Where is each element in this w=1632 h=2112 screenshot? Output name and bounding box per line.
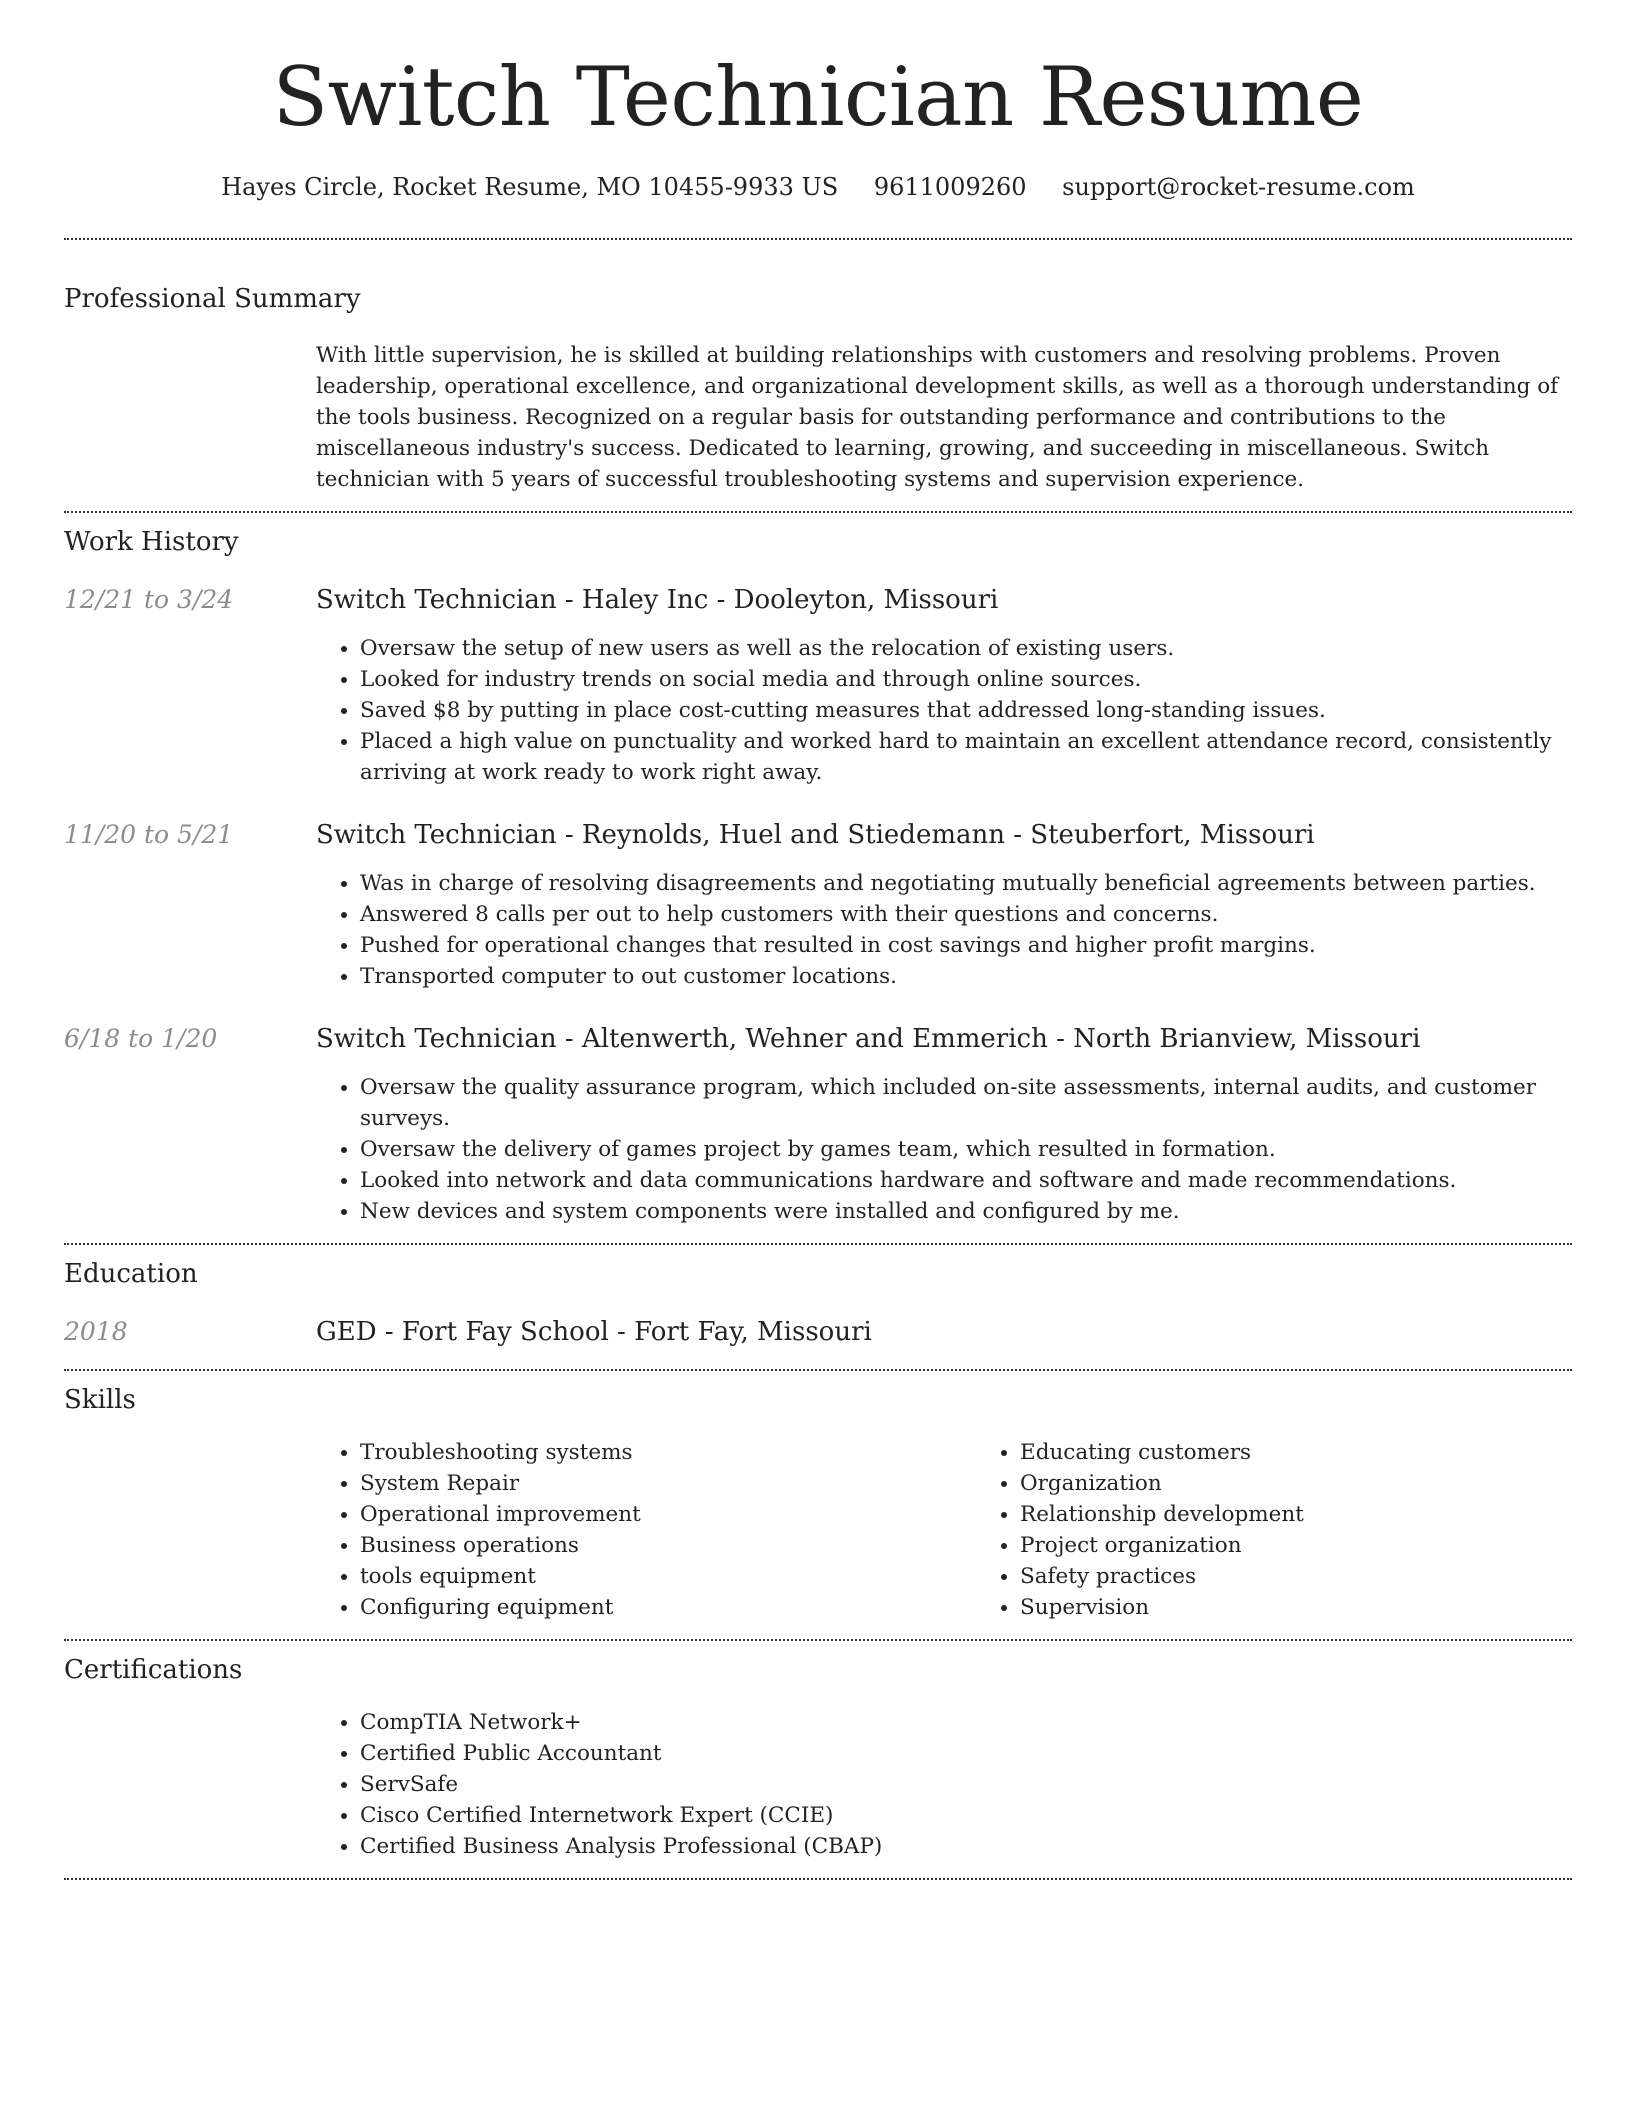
divider bbox=[64, 1878, 1572, 1880]
summary-row bbox=[64, 340, 1572, 495]
certifications-list bbox=[316, 1707, 1572, 1862]
job-entry bbox=[64, 585, 1572, 788]
skill-item: • Educating customers bbox=[1020, 1437, 1632, 1468]
skills-list-right bbox=[976, 1437, 1632, 1623]
job-title: Switch Technician - Haley Inc - Dooleyton, Missouri bbox=[316, 584, 999, 615]
certification-item: • ServSafe bbox=[360, 1769, 1572, 1800]
skill-item: • System Repair bbox=[360, 1468, 976, 1499]
divider bbox=[64, 1639, 1572, 1641]
job-title: Switch Technician - Reynolds, Huel and Stiedemann - Steuberfort, Missouri bbox=[316, 819, 1315, 850]
contact-address: Hayes Circle, Rocket Resume, MO 10455-9933 US bbox=[221, 173, 839, 201]
skill-item: • tools equipment bbox=[360, 1561, 976, 1592]
education-entry bbox=[64, 1317, 1572, 1348]
job-bullet: • Looked into network and data communications hardware and software and made recommendations. bbox=[360, 1165, 1572, 1196]
skill-item: • Supervision bbox=[1020, 1592, 1632, 1623]
job-bullets bbox=[316, 1072, 1572, 1227]
job-bullet: • Answered 8 calls per out to help customers with their questions and concerns. bbox=[360, 899, 1572, 930]
job-bullets bbox=[316, 633, 1572, 788]
skill-item: • Operational improvement bbox=[360, 1499, 976, 1530]
divider bbox=[64, 1369, 1572, 1371]
certifications-heading: Certifications bbox=[64, 1654, 243, 1685]
certification-item: • Certified Public Accountant bbox=[360, 1738, 1572, 1769]
skill-item: • Business operations bbox=[360, 1530, 976, 1561]
job-dates: 11/20 to 5/21 bbox=[64, 819, 234, 849]
summary-heading: Professional Summary bbox=[64, 283, 361, 314]
job-dates: 12/21 to 3/24 bbox=[64, 584, 234, 614]
job-bullets bbox=[316, 868, 1572, 992]
job-bullet: • Oversaw the setup of new users as well as the relocation of existing users. bbox=[360, 633, 1572, 664]
skill-item: • Organization bbox=[1020, 1468, 1632, 1499]
resume-page bbox=[64, 0, 1572, 1880]
education-heading: Education bbox=[64, 1259, 198, 1290]
resume-title: Switch Technician Resume bbox=[272, 51, 1364, 145]
certification-item: • Certified Business Analysis Professional (CBAP) bbox=[360, 1831, 1572, 1862]
contact-line bbox=[64, 173, 1572, 202]
job-bullet: • Oversaw the quality assurance program, which included on-site assessments, internal audits, and customer surveys. bbox=[360, 1072, 1572, 1134]
skill-item: • Troubleshooting systems bbox=[360, 1437, 976, 1468]
job-bullet: • Looked for industry trends on social media and through online sources. bbox=[360, 664, 1572, 695]
job-entry bbox=[64, 1024, 1572, 1227]
job-dates: 6/18 to 1/20 bbox=[64, 1024, 218, 1054]
certification-item: • CompTIA Network+ bbox=[360, 1707, 1572, 1738]
divider bbox=[64, 1243, 1572, 1245]
job-bullet: • New devices and system components were installed and configured by me. bbox=[360, 1196, 1572, 1227]
contact-email: support@rocket-resume.com bbox=[1062, 173, 1415, 201]
job-title: Switch Technician - Altenwerth, Wehner and Emmerich - North Brianview, Missouri bbox=[316, 1024, 1421, 1055]
job-bullet: • Transported computer to out customer locations. bbox=[360, 961, 1572, 992]
skills-heading: Skills bbox=[64, 1384, 136, 1415]
work-history-heading: Work History bbox=[64, 526, 239, 557]
contact-phone: 9611009260 bbox=[873, 173, 1027, 201]
skill-item: • Configuring equipment bbox=[360, 1592, 976, 1623]
job-bullet: • Oversaw the delivery of games project by games team, which resulted in formation. bbox=[360, 1134, 1572, 1165]
skill-item: • Project organization bbox=[1020, 1530, 1632, 1561]
skill-item: • Relationship development bbox=[1020, 1499, 1632, 1530]
skills-list-left bbox=[316, 1437, 976, 1623]
certifications-row bbox=[64, 1707, 1572, 1862]
divider bbox=[64, 238, 1572, 240]
education-year: 2018 bbox=[64, 1317, 128, 1347]
certification-item: • Cisco Certified Internetwork Expert (CCIE) bbox=[360, 1800, 1572, 1831]
job-bullet: • Placed a high value on punctuality and worked hard to maintain an excellent attendance record, consistently arriving at work ready to work right away. bbox=[360, 726, 1572, 788]
skill-item: • Safety practices bbox=[1020, 1561, 1632, 1592]
summary-text: With little supervision, he is skilled at building relationships with customers and resolving problems. Proven leadership, operational excellence, and organizational development skills, as well as a thorough understanding of the tools business. Recognized on a regular basis for outstanding performance and contributions to the miscellaneous industry's success. Dedicated to learning, growing, and succeeding in miscellaneous. Switch technician with 5 years of successful troubleshooting systems and supervision experience. bbox=[316, 342, 1559, 492]
job-bullet: • Was in charge of resolving disagreements and negotiating mutually beneficial agreements between parties. bbox=[360, 868, 1572, 899]
education-title: GED - Fort Fay School - Fort Fay, Missouri bbox=[316, 1317, 872, 1348]
divider bbox=[64, 511, 1572, 513]
job-bullet: • Saved $8 by putting in place cost-cutting measures that addressed long-standing issues. bbox=[360, 695, 1572, 726]
job-entry bbox=[64, 820, 1572, 992]
skills-row bbox=[64, 1437, 1572, 1623]
job-bullet: • Pushed for operational changes that resulted in cost savings and higher profit margins. bbox=[360, 930, 1572, 961]
